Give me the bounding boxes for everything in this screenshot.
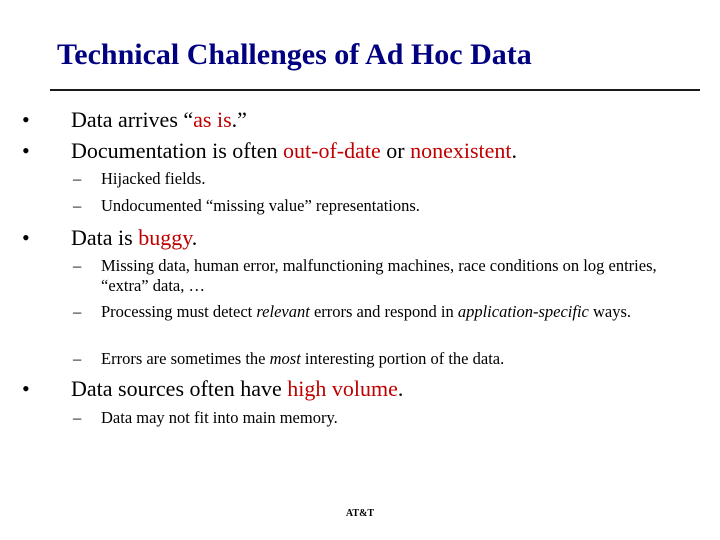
text-segment: interesting portion of the data. xyxy=(300,349,505,368)
text-segment: Data is xyxy=(71,225,139,250)
emphasis-text: relevant xyxy=(256,302,310,321)
text-segment: or xyxy=(380,138,411,163)
dash-marker: – xyxy=(73,256,82,275)
bullet-marker: • xyxy=(22,376,30,401)
sub-bullet-text xyxy=(101,349,691,369)
sub-bullet-text: Hijacked fields. xyxy=(101,169,206,188)
dash-marker: – xyxy=(73,349,82,368)
text-segment: . xyxy=(397,376,404,401)
highlight-text: buggy xyxy=(138,225,192,250)
dash-marker: – xyxy=(73,196,82,215)
footer-logo-text: AT&T xyxy=(345,508,375,519)
text-segment: Documentation is often xyxy=(71,138,284,163)
emphasis-text: application-specific xyxy=(457,302,589,321)
text-segment: errors and respond in xyxy=(309,302,458,321)
highlight-text: nonexistent xyxy=(410,138,512,163)
bullet-marker: • xyxy=(22,225,30,250)
bullet-text xyxy=(71,107,247,133)
text-segment: . xyxy=(191,225,198,250)
bullet-marker: • xyxy=(22,107,30,132)
dash-marker: – xyxy=(73,302,82,321)
title-divider xyxy=(50,89,700,91)
bullet-text xyxy=(71,376,403,402)
text-segment: Processing must detect xyxy=(101,302,257,321)
dash-marker: – xyxy=(73,408,82,427)
slide-title: Technical Challenges of Ad Hoc Data xyxy=(57,38,532,71)
sub-bullet-text: Undocumented “missing value” representations. xyxy=(101,196,420,215)
text-segment: . xyxy=(511,138,518,163)
emphasis-text: most xyxy=(269,349,301,368)
sub-bullet-text: Missing data, human error, malfunctioning machines, race conditions on log entries, “extra” data, … xyxy=(101,256,657,295)
text-segment: Errors are sometimes the xyxy=(101,349,270,368)
dash-marker: – xyxy=(73,169,82,188)
text-segment: ways. xyxy=(588,302,632,321)
highlight-text: high volume xyxy=(287,376,398,401)
highlight-text: out-of-date xyxy=(283,138,381,163)
bullet-marker: • xyxy=(22,138,30,163)
highlight-text: as is xyxy=(193,107,232,132)
text-segment: Data sources often have xyxy=(71,376,288,401)
text-segment: Data arrives “ xyxy=(71,107,194,132)
bullet-text xyxy=(71,138,517,164)
sub-bullet-text xyxy=(101,302,691,322)
bullet-text xyxy=(71,225,197,251)
sub-bullet-text: Data may not fit into main memory. xyxy=(101,408,338,427)
text-segment: .” xyxy=(231,107,247,132)
